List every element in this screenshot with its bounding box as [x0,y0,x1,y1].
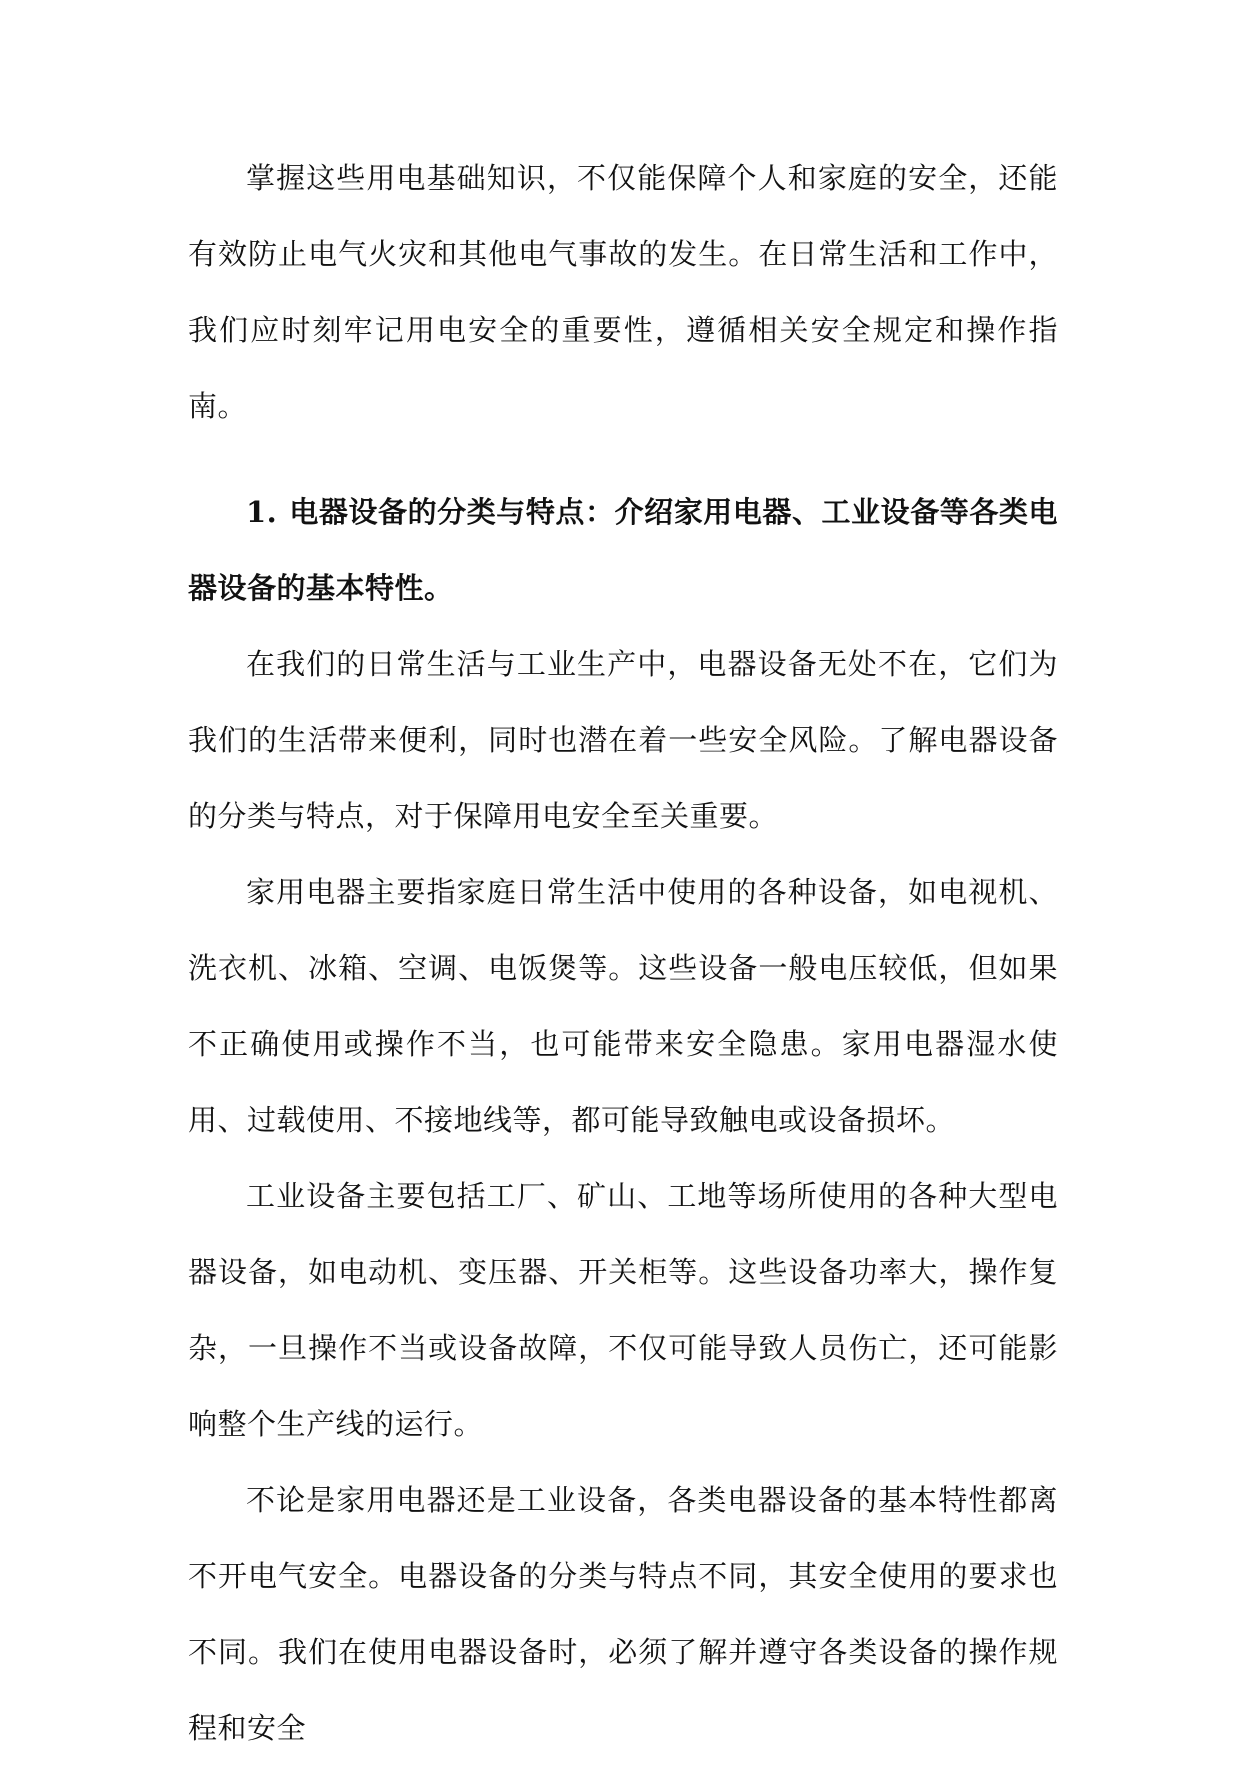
document-body [188,140,1058,1766]
paragraph-4: 不论是家用电器还是工业设备，各类电器设备的基本特性都离不开电气安全。电器设备的分类与特点不同，其安全使用的要求也不同。我们在使用电器设备时，必须了解并遵守各类设备的操作规程和安全 [188,1483,1058,1745]
section-heading-text: 电器设备的分类与特点：介绍家用电器、工业设备等各类电器设备的基本特性。 [188,495,1058,605]
section-heading [188,474,1058,626]
paragraph-1: 在我们的日常生活与工业生产中，电器设备无处不在，它们为我们的生活带来便利，同时也潜在着一些安全风险。了解电器设备的分类与特点，对于保障用电安全至关重要。 [188,647,1058,833]
paragraph-2: 家用电器主要指家庭日常生活中使用的各种设备，如电视机、洗衣机、冰箱、空调、电饭煲等。这些设备一般电压较低，但如果不正确使用或操作不当，也可能带来安全隐患。家用电器湿水使用、过载使用、不接地线等，都可能导致触电或设备损坏。 [188,875,1058,1137]
paragraph-intro: 掌握这些用电基础知识，不仅能保障个人和家庭的安全，还能有效防止电气火灾和其他电气事故的发生。在日常生活和工作中，我们应时刻牢记用电安全的重要性，遵循相关安全规定和操作指南。 [188,161,1058,423]
paragraph-3: 工业设备主要包括工厂、矿山、工地等场所使用的各种大型电器设备，如电动机、变压器、开关柜等。这些设备功率大，操作复杂，一旦操作不当或设备故障，不仅可能导致人员伤亡，还可能影响整个生产线的运行。 [188,1179,1058,1441]
section-number: 1. [246,495,278,529]
